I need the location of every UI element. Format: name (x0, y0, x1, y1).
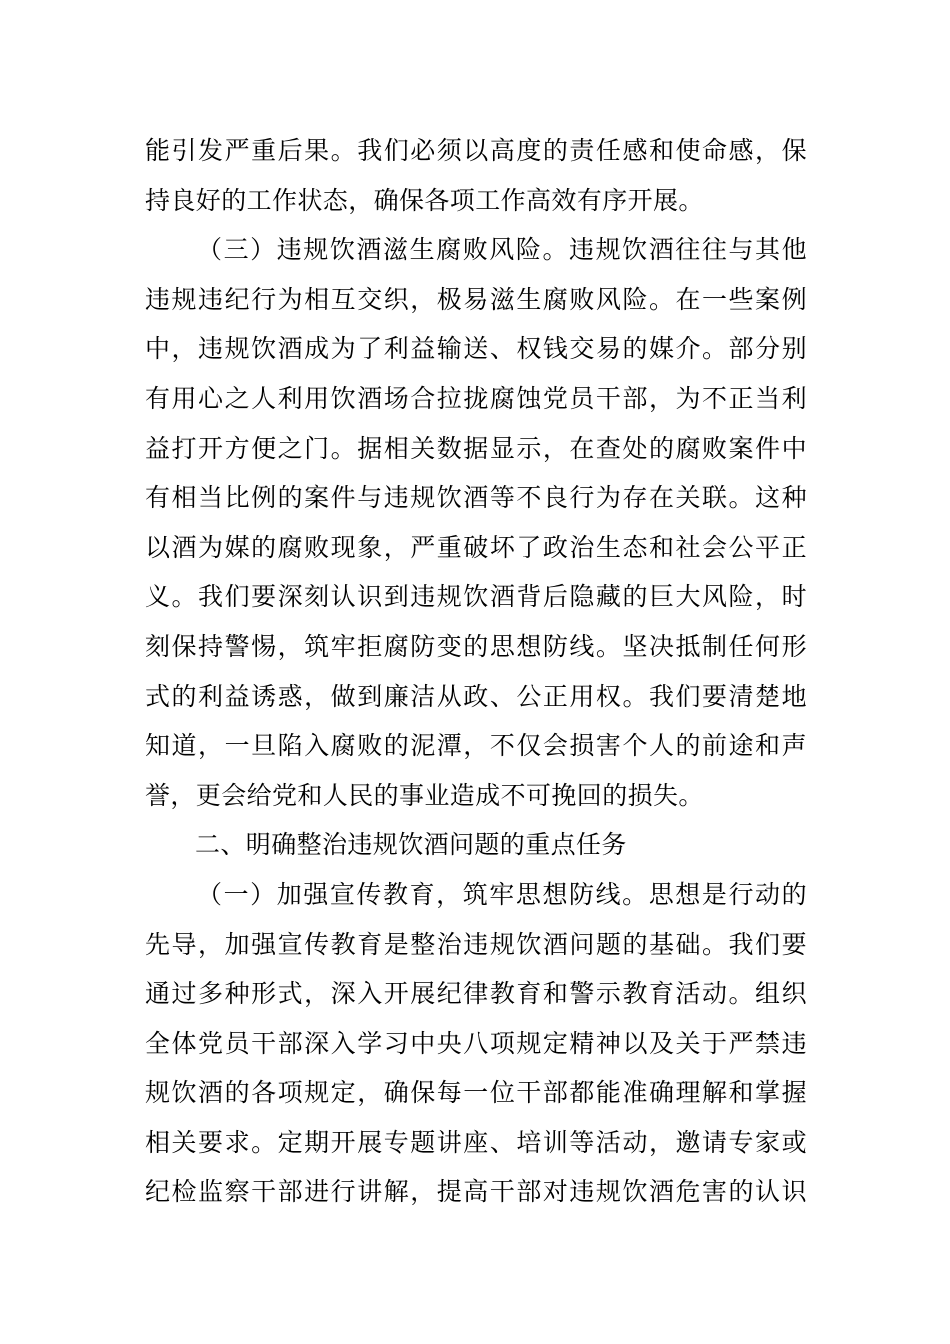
paragraph-line: 先导，加强宣传教育是整治违规饮酒问题的基础。我们要 (145, 929, 807, 959)
paragraph-line: 能引发严重后果。我们必须以高度的责任感和使命感，保 (145, 136, 807, 165)
paragraph-line: 刻保持警惕，筑牢拒腐防变的思想防线。坚决抵制任何形 (145, 631, 807, 661)
paragraph-line: 知道，一旦陷入腐败的泥潭，不仅会损害个人的前途和声 (145, 731, 807, 761)
paragraph-line: （一）加强宣传教育，筑牢思想防线。思想是行动的 (197, 879, 807, 909)
paragraph-line: 纪检监察干部进行讲解，提高干部对违规饮酒危害的认识 (145, 1177, 807, 1207)
paragraph-line: 中，违规饮酒成为了利益输送、权钱交易的媒介。部分别 (145, 334, 807, 364)
paragraph-line: 义。我们要深刻认识到违规饮酒背后隐藏的巨大风险，时 (145, 582, 807, 612)
paragraph-line: 有相当比例的案件与违规饮酒等不良行为存在关联。这种 (145, 483, 807, 513)
paragraph-line: 式的利益诱惑，做到廉洁从政、公正用权。我们要清楚地 (145, 681, 807, 711)
paragraph-line: 相关要求。定期开展专题讲座、培训等活动，邀请专家或 (145, 1127, 807, 1157)
paragraph-line: （三）违规饮酒滋生腐败风险。违规饮酒往往与其他 (197, 235, 807, 265)
paragraph-line: 誉，更会给党和人民的事业造成不可挽回的损失。 (145, 780, 704, 810)
paragraph-line: 违规违纪行为相互交织，极易滋生腐败风险。在一些案例 (145, 284, 807, 314)
document-body (145, 126, 807, 1217)
paragraph-line: 规饮酒的各项规定，确保每一位干部都能准确理解和掌握 (145, 1078, 807, 1108)
paragraph-line: 通过多种形式，深入开展纪律教育和警示教育活动。组织 (145, 979, 807, 1009)
paragraph-line: 持良好的工作状态，确保各项工作高效有序开展。 (145, 185, 704, 215)
paragraph-line: 全体党员干部深入学习中央八项规定精神以及关于严禁违 (145, 1028, 807, 1058)
paragraph-line: 以酒为媒的腐败现象，严重破坏了政治生态和社会公平正 (145, 532, 807, 562)
paragraph-line: 益打开方便之门。据相关数据显示，在查处的腐败案件中 (145, 433, 807, 463)
section-heading: 二、明确整治违规饮酒问题的重点任务 (195, 830, 627, 860)
paragraph-line: 有用心之人利用饮酒场合拉拢腐蚀党员干部，为不正当利 (145, 383, 807, 413)
